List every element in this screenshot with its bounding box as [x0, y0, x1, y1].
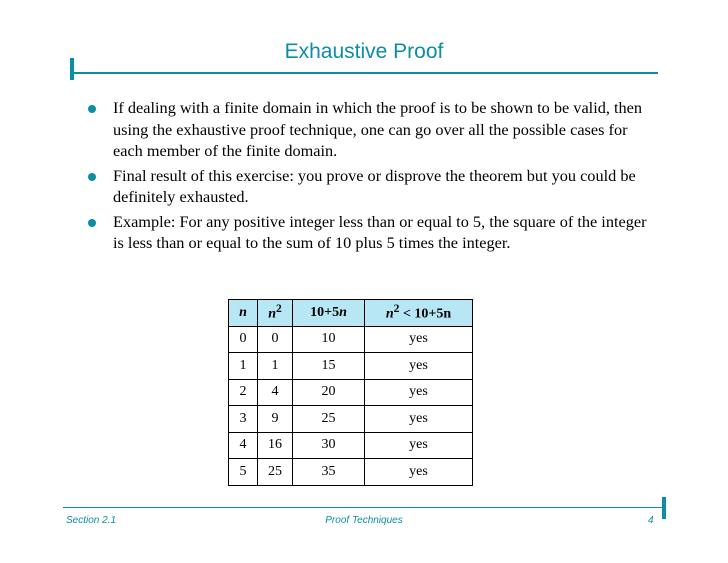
bullet-text: If dealing with a finite domain in which the proof is to be shown to be valid, then using the exhaustive proof technique, one can go over all the possible cases for each member of the finite domain. — [113, 98, 643, 160]
cell-comparison: yes — [365, 326, 473, 353]
cell-comparison: yes — [365, 432, 473, 459]
bullet-icon — [88, 173, 96, 181]
cell-n-squared: 25 — [258, 459, 293, 486]
top-rule — [70, 72, 658, 74]
cell-comparison: yes — [365, 379, 473, 406]
cell-comparison: yes — [365, 353, 473, 380]
cell-n-squared: 9 — [258, 406, 293, 433]
cell-n-squared: 0 — [258, 326, 293, 353]
cell-n: 3 — [229, 406, 258, 433]
bullet-icon — [88, 105, 96, 113]
table-row — [229, 379, 473, 406]
header-n-squared: $n^2$ — [258, 300, 293, 327]
table-row — [229, 459, 473, 486]
footer-page-number: 4 — [648, 515, 654, 526]
slide-title: Exhaustive Proof — [284, 40, 444, 63]
cell-n: 5 — [229, 459, 258, 486]
table-row — [229, 326, 473, 353]
bullet-text: Example: For any positive integer less than or equal to 5, the square of the integer is less than or equal to the sum of 10 plus 5 times the integer. — [113, 211, 647, 252]
bullet-item — [88, 165, 648, 208]
table-row — [229, 406, 473, 433]
cell-comparison: yes — [365, 459, 473, 486]
cell-n-squared: 16 — [258, 432, 293, 459]
cell-10-plus-5n: 20 — [293, 379, 365, 406]
cell-n: 4 — [229, 432, 258, 459]
table-row — [229, 353, 473, 380]
cell-10-plus-5n: 25 — [293, 406, 365, 433]
header-comparison: $n^2 < 10+5n$ — [365, 300, 473, 327]
bullet-icon — [88, 219, 96, 227]
table-header-row — [229, 300, 473, 327]
cell-10-plus-5n: 35 — [293, 459, 365, 486]
footer-section: Section 2.1 — [66, 515, 117, 526]
cell-n-squared: 4 — [258, 379, 293, 406]
bullet-text: Final result of this exercise: you prove or disprove the theorem but you could be definitely exhausted. — [113, 165, 636, 206]
cell-n-squared: 1 — [258, 353, 293, 380]
header-n: n — [229, 300, 258, 327]
cell-n: 0 — [229, 326, 258, 353]
cell-n: 2 — [229, 379, 258, 406]
bottom-rule — [63, 507, 663, 508]
cell-comparison: yes — [365, 406, 473, 433]
bullet-item — [88, 211, 648, 254]
header-10-plus-5n: 10+5n — [293, 300, 365, 327]
bullet-list — [88, 97, 648, 257]
cell-10-plus-5n: 30 — [293, 432, 365, 459]
table-row — [229, 432, 473, 459]
cell-n: 1 — [229, 353, 258, 380]
bullet-item — [88, 97, 648, 162]
exhaustive-table — [228, 299, 473, 486]
cell-10-plus-5n: 10 — [293, 326, 365, 353]
footer-topic: Proof Techniques — [325, 515, 403, 526]
cell-10-plus-5n: 15 — [293, 353, 365, 380]
